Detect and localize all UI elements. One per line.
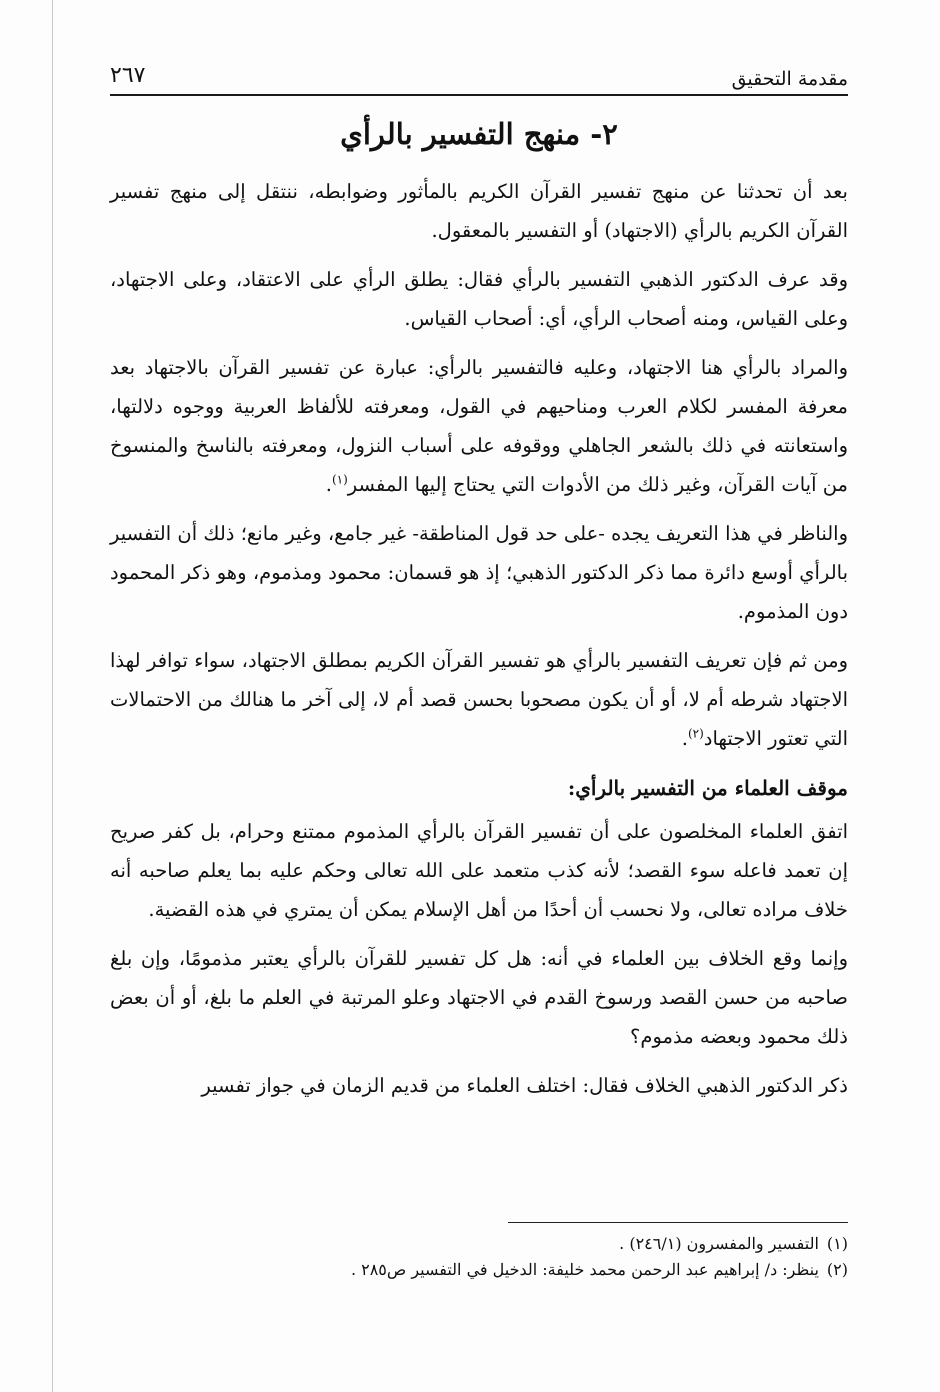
subheading: موقف العلماء من التفسير بالرأي: [567,776,848,800]
footnote-text: التفسير والمفسرون (٢٤٦/١) . [619,1234,819,1253]
header-rule [110,94,848,96]
paragraph-text: والمراد بالرأي هنا الاجتهاد، وعليه فالتفسير بالرأي: عبارة عن تفسير القرآن بالاجتهاد بعد معرفة المفسر لكلام العرب ومناحيهم في القول، ومعرفته للألفاظ العربية ووجوه دلالتها، واستعانته في ذلك بالشعر الجاهلي ووقوفه على أسباب النزول، ومعرفته بالناسخ والمنسوخ من آيات القرآن، وغير ذلك من الأدوات التي يحتاج إليها المفسر [110,356,848,496]
footnote-rule [508,1222,848,1223]
footnote-text: ينظر: د/ إبراهيم عبد الرحمن محمد خليفة: الدخيل في التفسير ص٢٨٥ . [350,1260,819,1279]
footnote-reference: (١) [331,472,348,487]
footnote-item [110,1231,848,1257]
paragraph-text: ومن ثم فإن تعريف التفسير بالرأي هو تفسير القرآن الكريم بمطلق الاجتهاد، سواء توافر لهذا الاجتهاد شرطه أم لا، أو أن يكون مصحوبا بحسن قصد أم لا، إلى آخر ما هنالك من الاحتمالات التي تعتور الاجتهاد [110,649,848,750]
page-header [110,52,848,98]
paragraph: ذكر الدكتور الذهبي الخلاف فقال: اختلف العلماء من قديم الزمان في جواز تفسير [201,1074,848,1097]
paragraph: وقد عرف الدكتور الذهبي التفسير بالرأي فقال: يطلق الرأي على الاعتقاد، وعلى الاجتهاد، وعلى القياس، ومنه أصحاب الرأي، أي: أصحاب القياس. [110,268,848,330]
paragraph [110,348,848,504]
paragraph [110,641,848,758]
page-number: ٢٦٧ [110,63,146,88]
paragraph: اتفق العلماء المخلصون على أن تفسير القرآن بالرأي المذموم ممتنع وحرام، بل كفر صريح إن تعمد فاعله سوء القصد؛ لأنه كذب متعمد على الله تعالى وحكم عليه بما يعلم صاحبه أنه خلاف مراده تعالى، ولا نحسب أن أحدًا من أهل الإسلام يمكن أن يمتري في هذه القضية. [110,820,848,921]
footnote-number: (٢) [826,1260,848,1279]
footnotes [110,1222,848,1283]
paragraph-end: . [681,727,688,750]
scan-edge-line [52,0,53,1392]
paragraph-end: . [325,473,332,496]
footnote-reference: (٢) [687,726,704,741]
running-title: مقدمة التحقيق [731,68,848,90]
section-title: ٢- منهج التفسير بالرأي [340,117,618,151]
page-body [110,114,848,1115]
footnote-item [110,1257,848,1283]
paragraph: وإنما وقع الخلاف بين العلماء في أنه: هل كل تفسير للقرآن بالرأي يعتبر مذمومًا، وإن بلغ صاحبه من حسن القصد ورسوخ القدم في الاجتهاد وعلو المرتبة في العلم ما بلغ، أو أن بعض ذلك محمود وبعضه مذموم؟ [110,947,848,1048]
footnote-number: (١) [826,1234,848,1253]
paragraph: بعد أن تحدثنا عن منهج تفسير القرآن الكريم بالمأثور وضوابطه، ننتقل إلى منهج تفسير القرآن الكريم بالرأي (الاجتهاد) أو التفسير بالمعقول. [110,180,848,242]
paragraph: والناظر في هذا التعريف يجده -على حد قول المناطقة- غير جامع، وغير مانع؛ ذلك أن التفسير بالرأي أوسع دائرة مما ذكر الدكتور الذهبي؛ إذ هو قسمان: محمود ومذموم، وهو ذكر المحمود دون المذموم. [110,522,848,623]
